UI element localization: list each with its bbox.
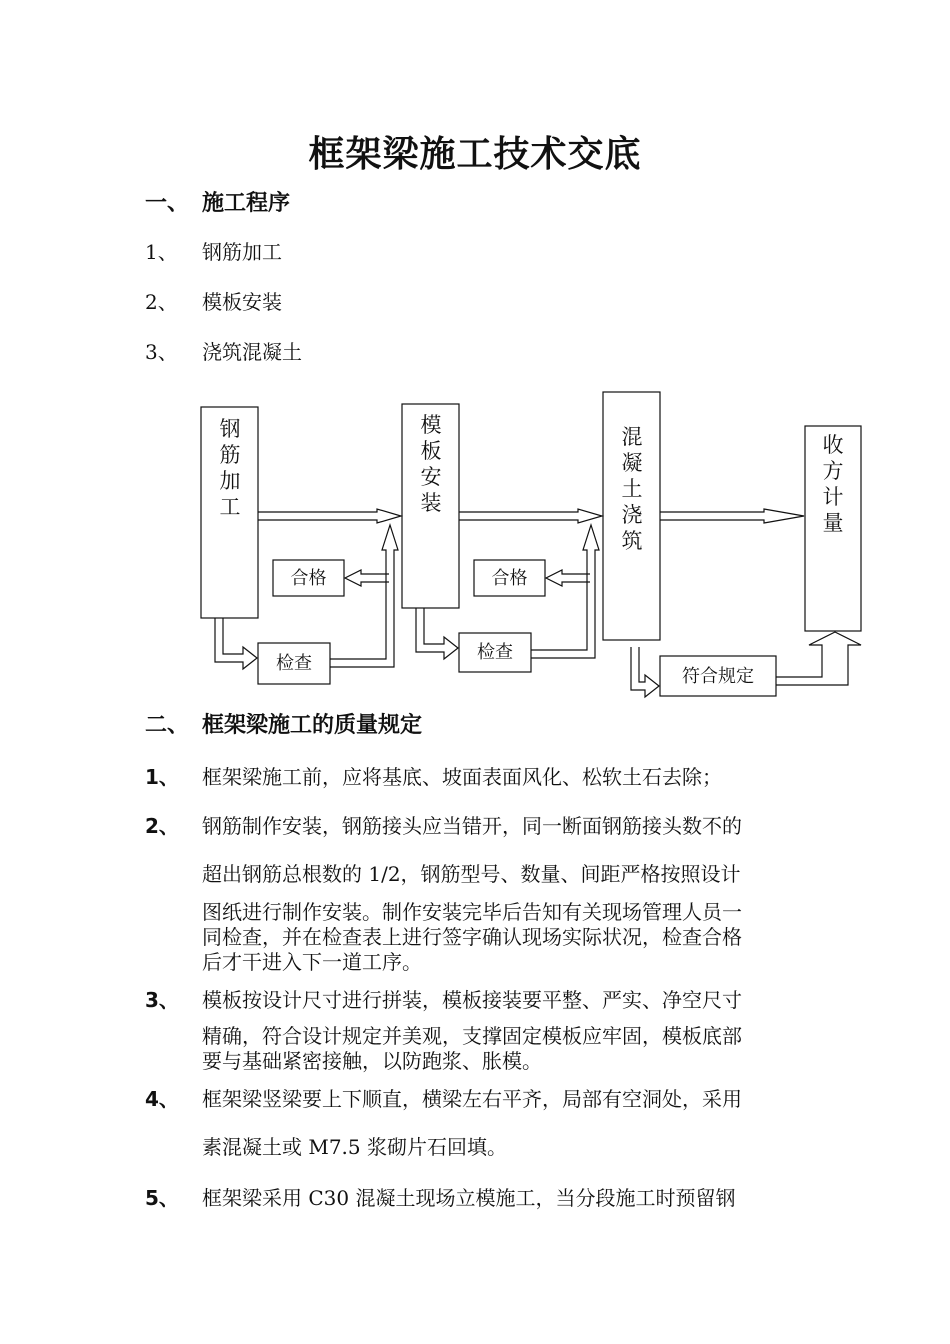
box4-char: 量 xyxy=(822,511,844,535)
box3-char: 土 xyxy=(621,477,643,501)
arrow-to-check-1 xyxy=(215,618,257,669)
item-line: 素混凝土或 M7.5 浆砌片石回填。 xyxy=(202,1135,507,1159)
section-title: 框架梁施工的质量规定 xyxy=(202,713,423,738)
check-1-label: 检查 xyxy=(276,653,312,674)
box2-char: 模 xyxy=(420,413,442,437)
item-line: 框架梁施工前，应将基底、坡面表面风化、松软土石去除； xyxy=(202,765,722,789)
box2-char: 安 xyxy=(420,465,442,489)
box4-char: 计 xyxy=(822,485,844,509)
box1-char: 工 xyxy=(219,495,241,519)
section-number: 二、 xyxy=(145,713,190,738)
item-number: 1、 xyxy=(145,765,179,789)
item-number: 3、 xyxy=(145,988,179,1012)
item-line: 同检查，并在检查表上进行签字确认现场实际状况，检查合格 xyxy=(202,925,742,949)
step-number: 2、 xyxy=(145,290,178,314)
box2-char: 板 xyxy=(420,439,442,463)
item-line: 超出钢筋总根数的 1/2，钢筋型号、数量、间距严格按照设计 xyxy=(202,862,741,886)
item-line: 模板按设计尺寸进行拼装，模板接装要平整、严实、净空尺寸 xyxy=(202,988,742,1012)
box1-char: 筋 xyxy=(219,443,241,467)
box3-char: 浇 xyxy=(621,503,643,527)
arrow-to-pass-1 xyxy=(345,570,389,586)
item-line: 框架梁采用 C30 混凝土现场立模施工，当分段施工时预留钢 xyxy=(202,1186,736,1210)
item-line: 要与基础紧密接触，以防跑浆、胀模。 xyxy=(202,1049,542,1073)
arrow-to-check-2 xyxy=(416,608,458,659)
box1-char: 加 xyxy=(219,469,241,493)
step-text: 钢筋加工 xyxy=(202,240,282,264)
section-heading-quality xyxy=(145,708,422,739)
box2-char: 装 xyxy=(420,491,442,515)
document-title: 框架梁施工技术交底 xyxy=(308,134,642,175)
item-number: 4、 xyxy=(145,1087,179,1111)
box4-char: 方 xyxy=(822,459,844,483)
step-number: 1、 xyxy=(145,240,178,264)
box3-char: 凝 xyxy=(621,451,643,475)
conform-label: 符合规定 xyxy=(682,666,754,687)
pass-1-label: 合格 xyxy=(290,568,327,589)
arrow-conform-to-survey xyxy=(776,632,861,685)
section-title: 施工程序 xyxy=(202,191,291,216)
box3-char: 混 xyxy=(621,425,643,449)
arrow-formwork-to-concrete xyxy=(459,509,602,523)
item-line: 精确，符合设计规定并美观，支撑固定模板应牢固，模板底部 xyxy=(202,1024,742,1048)
item-number: 5、 xyxy=(145,1186,179,1210)
box3-char: 筑 xyxy=(621,529,643,553)
step-text: 浇筑混凝土 xyxy=(202,340,302,364)
pass-2-label: 合格 xyxy=(491,568,528,589)
item-line: 图纸进行制作安装。制作安装完毕后告知有关现场管理人员一 xyxy=(202,900,742,924)
arrow-check-2-to-concrete xyxy=(531,525,599,658)
item-line: 钢筋制作安装，钢筋接头应当错开，同一断面钢筋接头数不的 xyxy=(202,814,742,838)
arrow-to-pass-2 xyxy=(546,570,590,586)
step-text: 模板安装 xyxy=(202,290,282,314)
arrow-to-conform xyxy=(631,647,659,697)
section-number: 一、 xyxy=(145,191,190,216)
check-2-label: 检查 xyxy=(477,642,513,663)
item-line: 后才干进入下一道工序。 xyxy=(202,950,422,974)
step-number: 3、 xyxy=(145,340,178,364)
item-line: 框架梁竖梁要上下顺直，横梁左右平齐，局部有空洞处，采用 xyxy=(202,1087,742,1111)
item-number: 2、 xyxy=(145,814,179,838)
arrow-concrete-to-survey xyxy=(660,509,804,523)
arrow-rebar-to-formwork xyxy=(258,509,401,523)
box4-char: 收 xyxy=(822,433,844,457)
box1-char: 钢 xyxy=(219,417,241,441)
